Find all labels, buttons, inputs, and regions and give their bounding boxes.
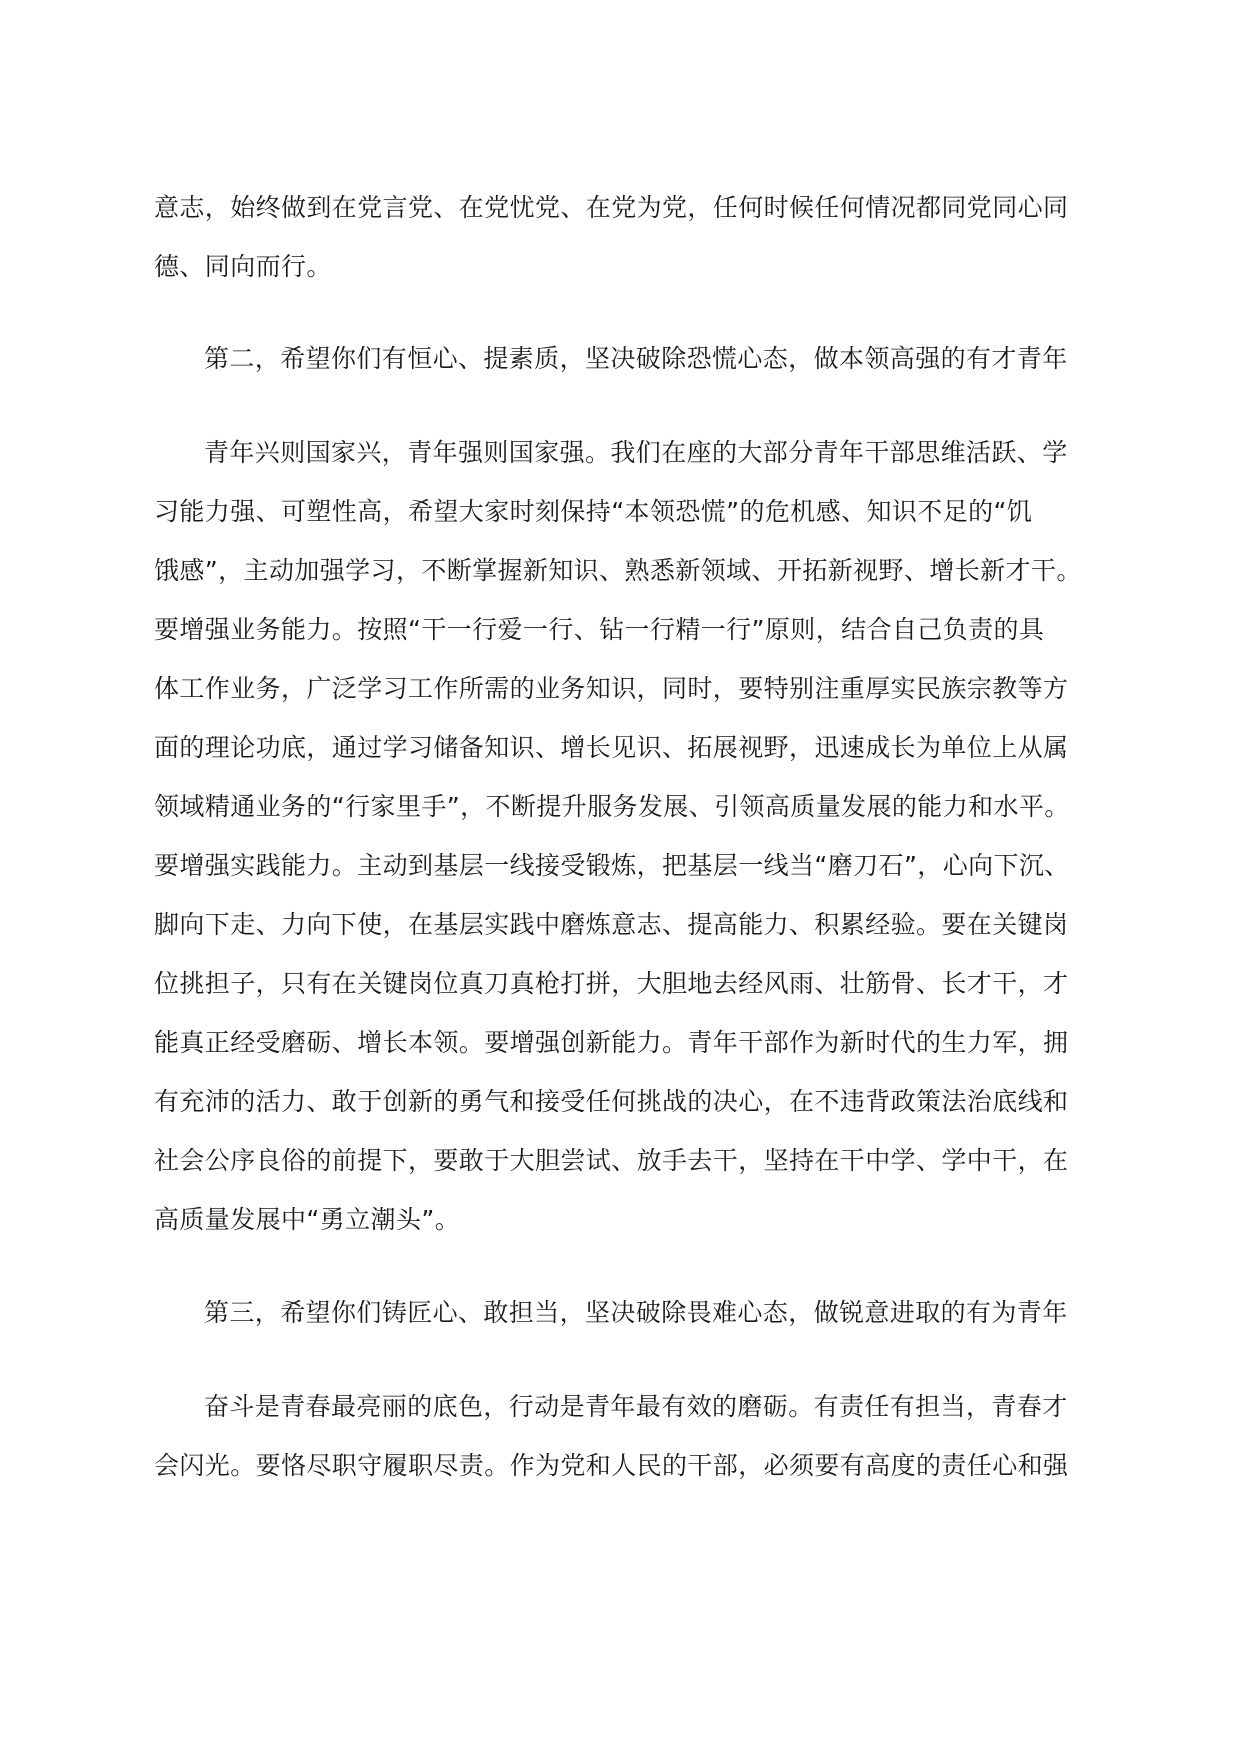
paragraph-first-line: 奋斗是青春最亮丽的底色，行动是青年最有效的磨砺。有责任有担当，青春才 — [204, 1392, 1068, 1421]
text-line: 领域精通业务的“行家里手”，不断提升服务发展、引领高质量发展的能力和水平。 — [154, 792, 1070, 821]
text-line: 位挑担子，只有在关键岗位真刀真枪打拼，大胆地去经风雨、壮筋骨、长才干，才 — [154, 969, 1069, 998]
text-line: 体工作业务，广泛学习工作所需的业务知识，同时，要特别注重厚实民族宗教等方 — [154, 674, 1069, 703]
text-line: 脚向下走、力向下使，在基层实践中磨炼意志、提高能力、积累经验。要在关键岗 — [154, 910, 1069, 939]
text-line: 有充沛的活力、敢于创新的勇气和接受任何挑战的决心，在不违背政策法治底线和 — [154, 1087, 1069, 1116]
text-line: 面的理论功底，通过学习储备知识、增长见识、拓展视野，迅速成长为单位上从属 — [154, 733, 1069, 762]
paragraph-first-line: 青年兴则国家兴，青年强则国家强。我们在座的大部分青年干部思维活跃、学 — [204, 438, 1068, 467]
text-line: 要增强实践能力。主动到基层一线接受锻炼，把基层一线当“磨刀石”，心向下沉、 — [154, 851, 1070, 880]
section-heading: 第二，希望你们有恒心、提素质，坚决破除恐慌心态，做本领高强的有才青年 — [204, 344, 1068, 373]
text-line: 会闪光。要恪尽职守履职尽责。作为党和人民的干部，必须要有高度的责任心和强 — [154, 1451, 1069, 1480]
text-line: 社会公序良俗的前提下，要敢于大胆尝试、放手去干，坚持在干中学、学中干，在 — [154, 1146, 1069, 1175]
text-line: 饿感”，主动加强学习，不断掌握新知识、熟悉新领域、开拓新视野、增长新才干。 — [154, 556, 1082, 585]
text-line: 能真正经受磨砺、增长本领。要增强创新能力。青年干部作为新时代的生力军，拥 — [154, 1028, 1069, 1057]
text-line: 意志，始终做到在党言党、在党忧党、在党为党，任何时候任何情况都同党同心同 — [154, 193, 1069, 222]
text-line: 习能力强、可塑性高，希望大家时刻保持“本领恐慌”的危机感、知识不足的“饥 — [154, 497, 1033, 526]
text-line: 德、同向而行。 — [154, 252, 332, 281]
text-line: 高质量发展中“勇立潮头”。 — [154, 1205, 461, 1234]
section-heading: 第三，希望你们铸匠心、敢担当，坚决破除畏难心态，做锐意进取的有为青年 — [204, 1298, 1068, 1327]
text-line: 要增强业务能力。按照“干一行爱一行、钻一行精一行”原则，结合自己负责的具 — [154, 615, 1045, 644]
